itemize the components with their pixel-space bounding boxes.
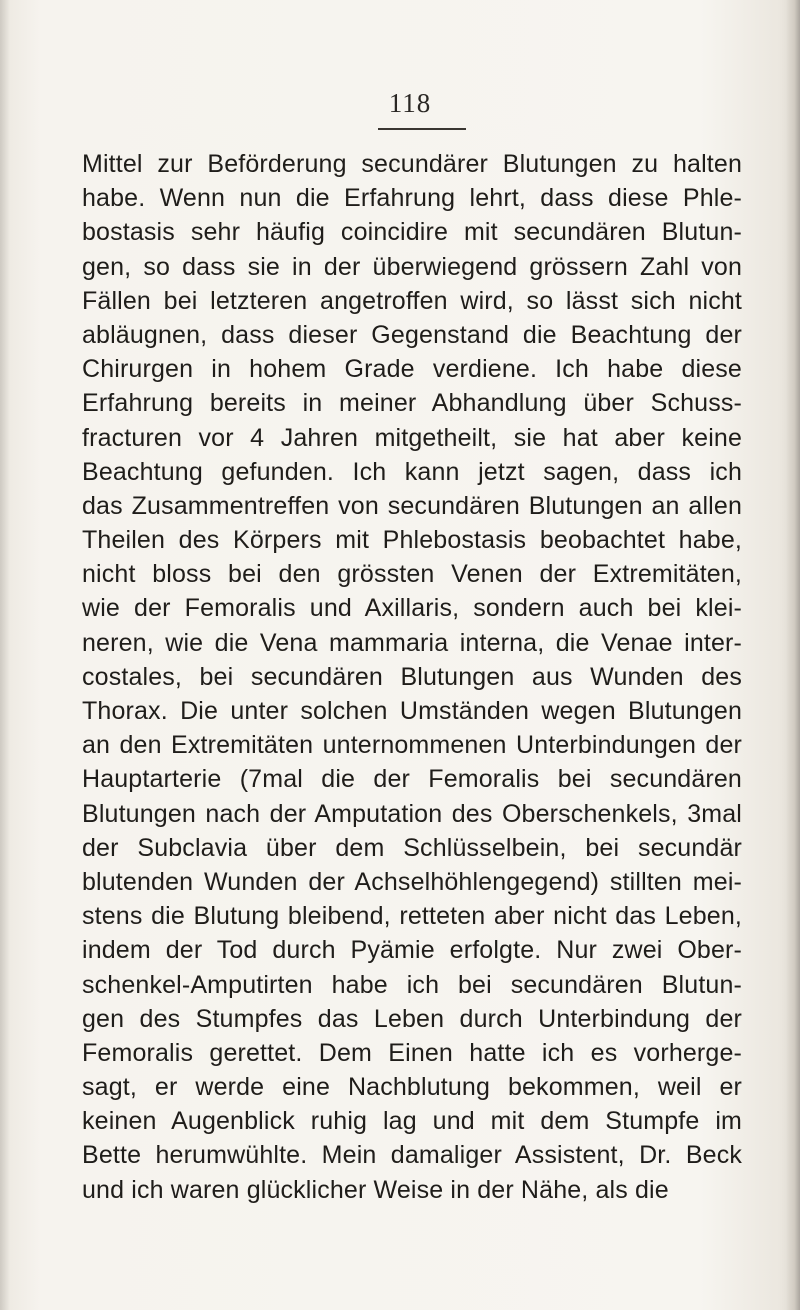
page-edge-shadow	[786, 0, 800, 1310]
page-number: 118	[388, 88, 432, 118]
text-line: neren, wie die Vena mammaria interna, die Venae inter-	[82, 628, 742, 657]
text-line: Mittel zur Beförderung secundärer Blutungen zu halten	[82, 150, 742, 178]
text-line: Femoralis gerettet. Dem Einen hatte ich es vorherge-	[82, 1038, 742, 1067]
text-line: das Zusammentreffen von secundären Blutungen an allen	[82, 491, 742, 520]
text-line: keinen Augenblick ruhig lag und mit dem Stumpfe im	[82, 1107, 742, 1136]
text-line: Theilen des Körpers mit Phlebostasis beobachtet habe,	[82, 526, 742, 555]
text-line: Beachtung gefunden. Ich kann jetzt sagen, dass ich	[82, 457, 742, 486]
text-line: Thorax. Die unter solchen Umständen wegen Blutungen	[82, 697, 742, 725]
text-line: costales, bei secundären Blutungen aus Wunden des	[82, 662, 742, 691]
text-line: nicht bloss bei den grössten Venen der Extremitäten,	[82, 560, 742, 589]
text-line: an den Extremitäten unternommenen Unterbindungen der	[82, 731, 742, 760]
text-line: fracturen vor 4 Jahren mitgetheilt, sie hat aber keine	[82, 423, 742, 452]
text-line: blutenden Wunden der Achselhöhlengegend) stillten mei-	[82, 867, 742, 896]
text-line: sagt, er werde eine Nachblutung bekommen, weil er	[82, 1073, 742, 1102]
text-line: wie der Femoralis und Axillaris, sondern auch bei klei-	[82, 594, 742, 623]
text-line: Fällen bei letzteren angetroffen wird, so lässt sich nicht	[82, 286, 742, 315]
body-text	[82, 147, 742, 1207]
text-line: bostasis sehr häufig coincidire mit secundären Blutun-	[82, 218, 742, 247]
text-line: und ich waren glücklicher Weise in der Nähe, als die	[82, 1175, 669, 1204]
text-line: stens die Blutung bleibend, retteten aber nicht das Leben,	[82, 902, 742, 931]
text-line: gen des Stumpfes das Leben durch Unterbindung der	[82, 1004, 742, 1033]
text-line: Chirurgen in hohem Grade verdiene. Ich habe diese	[82, 355, 742, 384]
page-number-underline	[378, 128, 466, 130]
text-line: abläugnen, dass dieser Gegenstand die Beachtung der	[82, 320, 742, 349]
text-line: Blutungen nach der Amputation des Oberschenkels, 3mal	[82, 799, 742, 828]
text-line: Hauptarterie (7mal die der Femoralis bei secundären	[82, 765, 742, 794]
page-gutter-shadow	[0, 0, 10, 1310]
text-line: der Subclavia über dem Schlüsselbein, bei secundär	[82, 833, 742, 862]
text-line: Erfahrung bereits in meiner Abhandlung über Schuss-	[82, 389, 742, 418]
text-line: habe. Wenn nun die Erfahrung lehrt, dass diese Phle-	[82, 184, 742, 213]
text-line: schenkel-Amputirten habe ich bei secundären Blutun-	[82, 970, 742, 999]
text-line: indem der Tod durch Pyämie erfolgte. Nur zwei Ober-	[82, 936, 742, 965]
text-line: Bette herumwühlte. Mein damaliger Assistent, Dr. Beck	[82, 1141, 742, 1170]
text-line: gen, so dass sie in der überwiegend grössern Zahl von	[82, 252, 742, 281]
